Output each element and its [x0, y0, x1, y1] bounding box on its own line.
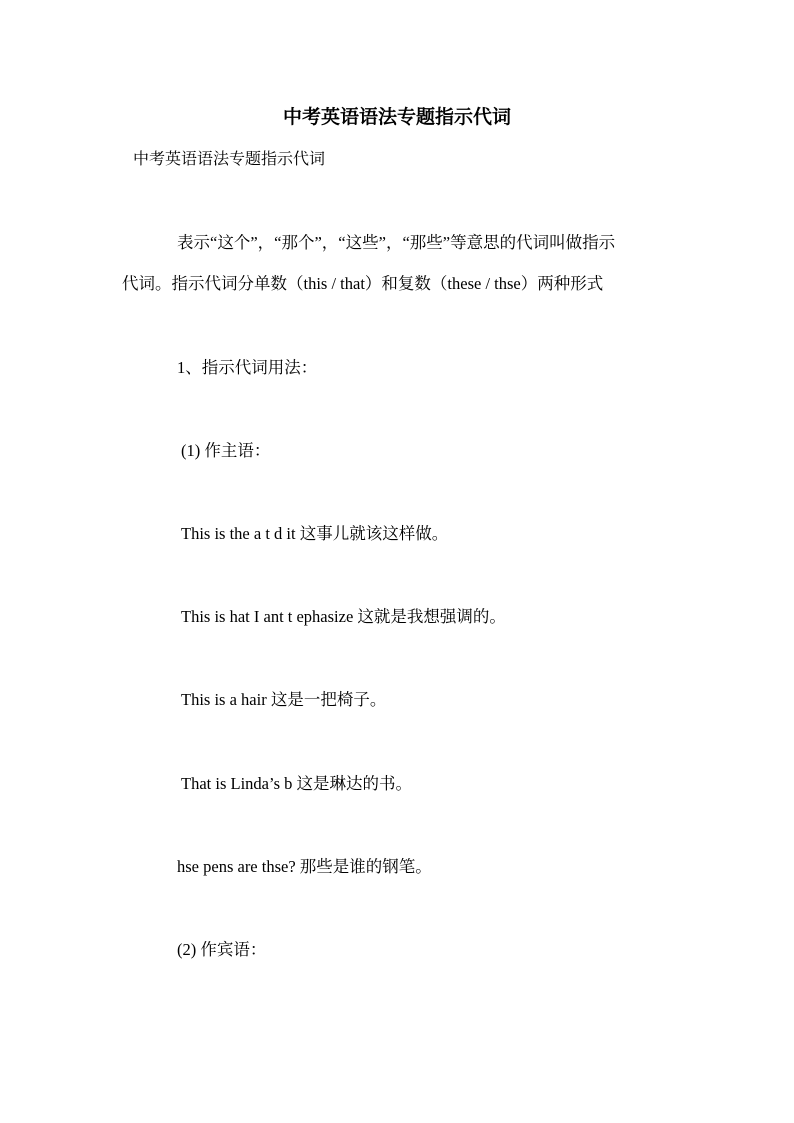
subsection-heading-subject: (1) 作主语： — [181, 441, 271, 460]
document-title: 中考英语语法专题指示代词 — [282, 107, 511, 128]
intro-paragraph-line-2: 代词。指示代词分单数（this / that）和复数（these / thse）两种形式 — [122, 274, 604, 293]
subsection-heading-object: (2) 作宾语： — [177, 940, 267, 959]
example-sentence: This is hat I ant t ephasize 这就是我想强调的。 — [181, 607, 506, 626]
intro-paragraph-line-1: 表示“这个”，“那个”，“这些”，“那些”等意思的代词叫做指示 — [177, 233, 616, 252]
example-sentence: That is Linda’s b 这是琳达的书。 — [181, 774, 412, 793]
section-heading-usage: 1、指示代词用法： — [177, 358, 318, 377]
document-subtitle: 中考英语语法专题指示代词 — [133, 149, 326, 168]
example-sentence: This is a hair 这是一把椅子。 — [181, 690, 387, 709]
example-sentence: This is the a t d it 这事儿就该这样做。 — [181, 524, 449, 543]
example-sentence: hse pens are thse? 那些是谁的钢笔。 — [177, 857, 432, 876]
